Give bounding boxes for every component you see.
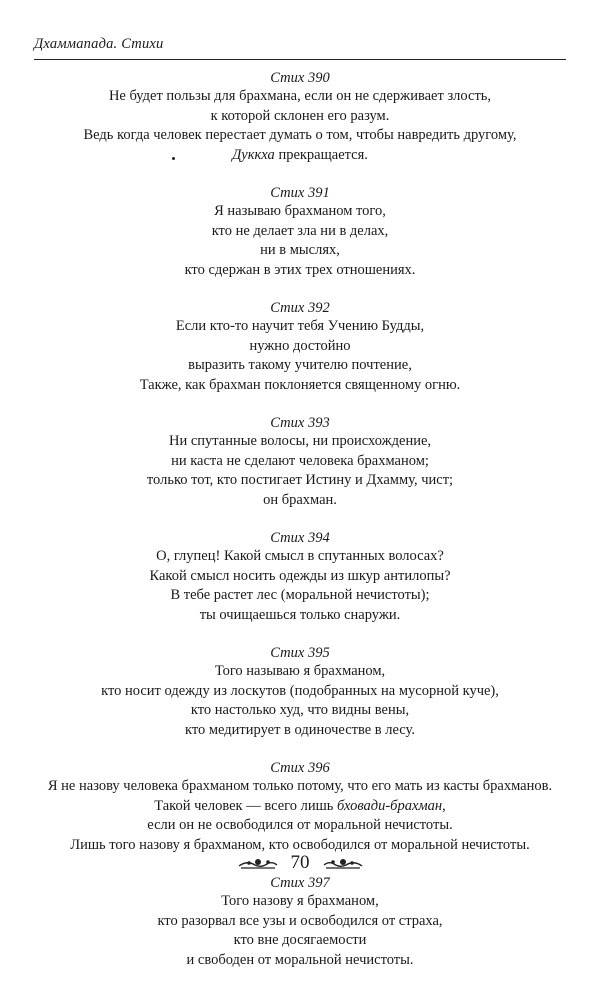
verse-line: ни в мыслях,: [260, 242, 340, 258]
verse-line: Ни спутанные волосы, ни происхождение,: [168, 433, 432, 449]
verse-390: [0, 70, 600, 165]
verse-title: Стих 393: [270, 415, 330, 431]
verse-title: Стих 392: [270, 300, 330, 316]
page-footer: [0, 852, 600, 874]
verse-line: Не будет пользы для брахмана, если он не сдерживает злость,: [108, 88, 492, 104]
page-number: 70: [290, 852, 310, 873]
verse-line: Того называю я брахманом,: [214, 663, 386, 679]
header-rule: [34, 59, 566, 60]
verse-line: если он не освободился от моральной нечистоты.: [147, 817, 453, 833]
verse-394: [0, 530, 600, 625]
verse-line: Я называю брахманом того,: [214, 203, 386, 219]
verse-title: Стих 390: [270, 70, 330, 86]
floral-ornament-icon: [322, 856, 364, 870]
verse-line: кто вне досягаемости: [233, 932, 367, 948]
verse-line: он брахман.: [263, 491, 337, 508]
verse-line-prefix: Такой человек — всего лишь: [154, 797, 337, 814]
verse-title: Стих 391: [270, 185, 330, 201]
verse-393: [0, 415, 600, 510]
verse-line: только тот, кто постигает Истину и Дхамму, чист;: [146, 472, 454, 488]
verse-line: ты очищаешься только снаружи.: [199, 606, 401, 623]
verse-line: кто не делает зла ни в делах,: [211, 222, 389, 239]
verse-397: [0, 875, 600, 970]
verse-391: [0, 185, 600, 280]
verse-title: Стих 396: [270, 760, 330, 776]
verse-title: Стих 395: [270, 645, 330, 661]
verse-line: нужно достойно: [249, 337, 351, 354]
verse-line: Также, как брахман поклоняется священному огню.: [139, 376, 461, 393]
italic-term: бховади-брахман: [337, 797, 443, 814]
verse-line: кто разорвал все узы и освободился от страха,: [157, 912, 443, 929]
verse-title: Стих 397: [270, 875, 330, 891]
verse-line: Если кто-то научит тебя Учению Будды,: [175, 318, 425, 334]
verse-395: [0, 645, 600, 740]
verse-title: Стих 394: [270, 530, 330, 546]
running-title: Дхаммапада. Стихи: [34, 36, 164, 52]
verse-line: В тебе растет лес (моральной нечистоты);: [170, 587, 430, 603]
verse-line: и свободен от моральной нечистоты.: [186, 951, 414, 968]
floral-ornament-icon: [237, 856, 279, 870]
verse-line: Того назову я брахманом,: [221, 893, 379, 909]
verse-line: кто носит одежду из лоскутов (подобранных на мусорной куче),: [101, 682, 499, 699]
verse-line: кто сдержан в этих трех отношениях.: [184, 261, 416, 278]
verse-line: ни каста не сделают человека брахманом;: [171, 452, 429, 469]
verse-line: Ведь когда человек перестает думать о том, чтобы навредить другому,: [83, 127, 517, 143]
verse-392: [0, 300, 600, 395]
verse-line-rest: прекращается.: [274, 146, 368, 163]
verse-line: Я не назову человека брахманом только потому, что его мать из касты брахманов.: [47, 778, 553, 794]
italic-term: Дуккха: [232, 146, 275, 163]
verse-line: [0, 146, 600, 166]
verse-line: кто настолько худ, что видны вены,: [190, 702, 410, 718]
verse-396: [0, 760, 600, 855]
verse-line: Лишь того назову я брахманом, кто освободился от моральной нечистоты.: [70, 836, 530, 853]
verse-line-suffix: ,: [442, 797, 446, 814]
verse-line: О, глупец! Какой смысл в спутанных волосах?: [156, 548, 444, 564]
verse-line: кто медитирует в одиночестве в лесу.: [185, 721, 415, 738]
verse-line: к которой склонен его разум.: [210, 107, 390, 124]
verse-line: [0, 797, 600, 817]
verse-line: Какой смысл носить одежды из шкур антилопы?: [149, 567, 451, 584]
verse-line: выразить такому учителю почтение,: [188, 357, 412, 373]
